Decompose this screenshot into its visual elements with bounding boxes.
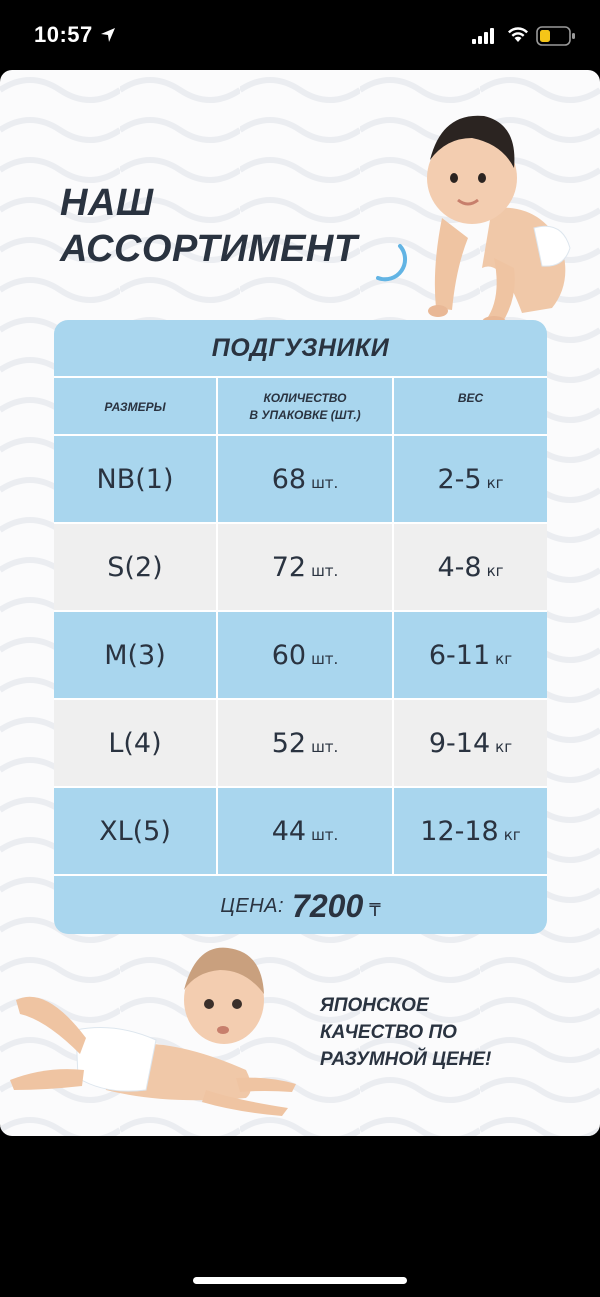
weight-cell (394, 436, 547, 522)
weight-unit: кг (503, 826, 521, 844)
divider (216, 376, 218, 876)
divider (54, 434, 547, 436)
crawling-baby-image (422, 108, 582, 333)
location-arrow-icon (100, 27, 116, 43)
quantity-value: 68 (271, 463, 307, 495)
divider (54, 522, 547, 524)
table-row (54, 788, 547, 874)
divider (54, 786, 547, 788)
divider (54, 874, 547, 876)
price-row (54, 878, 547, 934)
header-quantity-line-1: КОЛИЧЕСТВО (263, 391, 347, 405)
diapers-table (54, 320, 547, 934)
quantity-unit: шт. (311, 562, 339, 580)
weight-cell (394, 700, 547, 786)
divider (54, 698, 547, 700)
weight-unit: кг (495, 650, 513, 668)
price-value: 7200 (292, 887, 364, 924)
size-cell: S(2) (107, 551, 163, 583)
weight-value: 12-18 (420, 815, 499, 847)
weight-value: 9-14 (428, 727, 491, 759)
size-cell: M(3) (104, 639, 166, 671)
weight-value: 2-5 (437, 463, 482, 495)
header-quantity (218, 378, 392, 436)
quantity-unit: шт. (311, 738, 339, 756)
accent-arc-decoration (372, 242, 412, 282)
page-title (60, 180, 358, 272)
slogan (320, 992, 491, 1073)
status-time: 10:57 (34, 22, 93, 47)
quantity-value: 52 (271, 727, 307, 759)
header-weight: ВЕС (457, 391, 484, 405)
home-indicator[interactable] (193, 1277, 407, 1284)
quantity-value: 44 (271, 815, 307, 847)
quantity-unit: шт. (311, 826, 339, 844)
table-row (54, 700, 547, 786)
quantity-cell (218, 524, 392, 610)
price-label: ЦЕНА: (220, 894, 285, 917)
header-quantity-line-2: В УПАКОВКЕ (ШТ.) (249, 408, 361, 422)
quantity-unit: шт. (311, 650, 339, 668)
weight-unit: кг (486, 562, 504, 580)
table-title: ПОДГУЗНИКИ (211, 334, 390, 362)
wifi-icon (506, 25, 530, 43)
size-cell: L(4) (108, 727, 162, 759)
quantity-cell (218, 436, 392, 522)
size-cell: NB(1) (96, 463, 174, 495)
slogan-line: КАЧЕСТВО ПО (320, 1022, 457, 1043)
slogan-line: РАЗУМНОЙ ЦЕНЕ! (320, 1049, 492, 1070)
quantity-unit: шт. (311, 474, 339, 492)
price-currency: ₸ (369, 899, 381, 921)
status-bar (0, 0, 600, 70)
quantity-value: 72 (271, 551, 307, 583)
quantity-cell (218, 788, 392, 874)
size-cell: XL(5) (99, 815, 171, 847)
signal-icon (472, 28, 498, 44)
lying-baby-image (6, 930, 306, 1120)
divider (54, 610, 547, 612)
poster-card[interactable] (0, 70, 600, 1136)
header-sizes: РАЗМЕРЫ (104, 399, 166, 414)
title-line-2: АССОРТИМЕНТ (60, 228, 358, 270)
battery-low-icon (536, 25, 576, 47)
weight-cell (394, 788, 547, 874)
table-row (54, 612, 547, 698)
quantity-cell (218, 612, 392, 698)
divider (392, 376, 394, 876)
weight-value: 4-8 (437, 551, 482, 583)
table-row (54, 524, 547, 610)
quantity-value: 60 (271, 639, 307, 671)
slogan-line: ЯПОНСКОЕ (320, 995, 429, 1016)
quantity-cell (218, 700, 392, 786)
weight-value: 6-11 (428, 639, 491, 671)
table-row (54, 436, 547, 522)
weight-unit: кг (495, 738, 513, 756)
weight-cell (394, 524, 547, 610)
weight-unit: кг (486, 474, 504, 492)
weight-cell (394, 612, 547, 698)
title-line-1: НАШ (60, 182, 154, 224)
